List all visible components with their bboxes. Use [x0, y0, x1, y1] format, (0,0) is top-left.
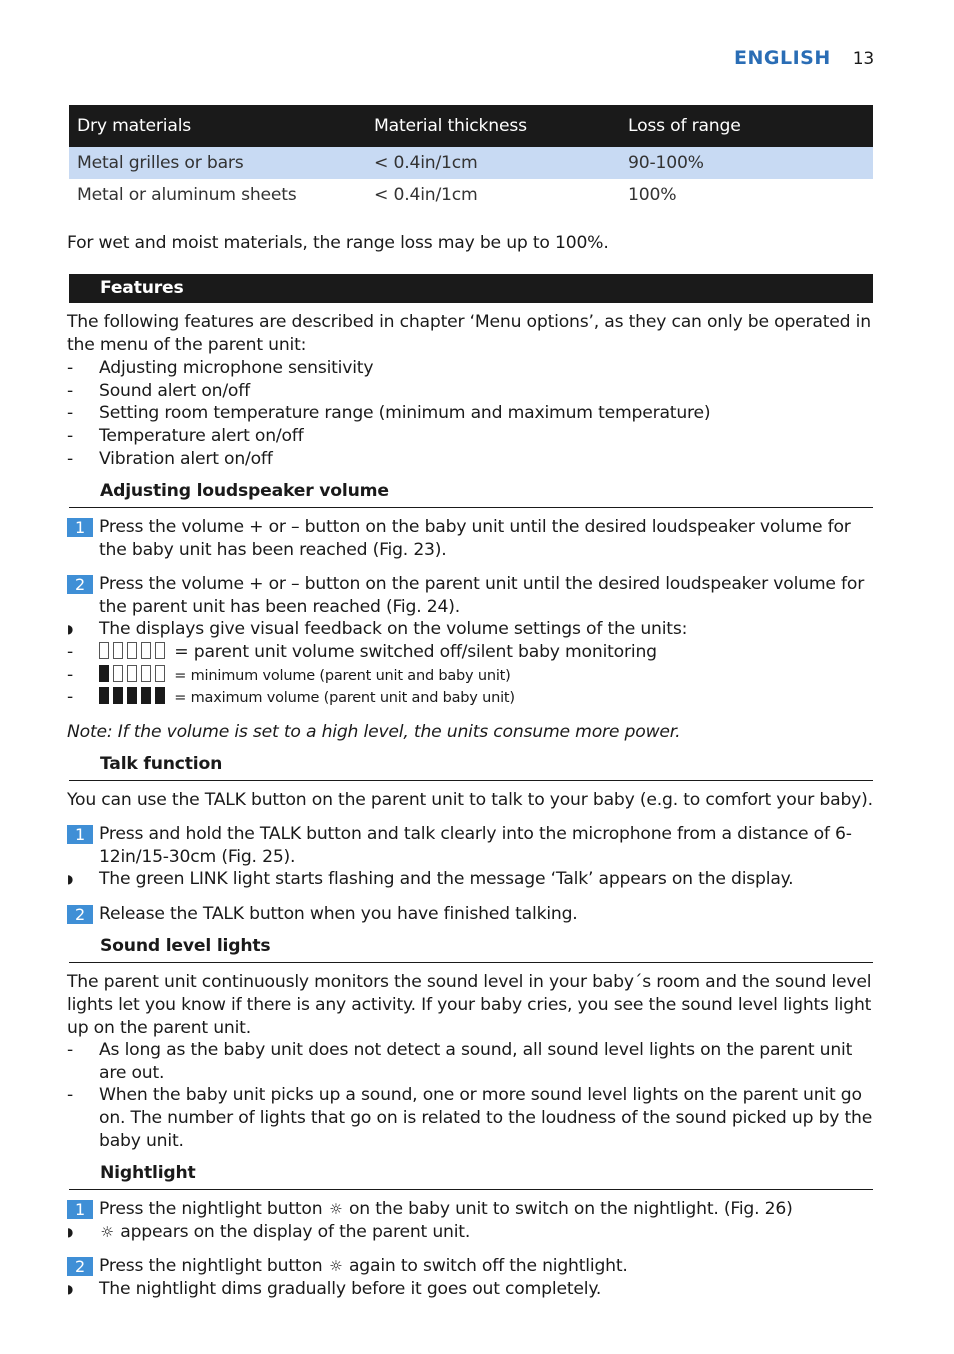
- step-text: Press the volume + or – button on the parent unit until the desired loudspeaker volume for the parent unit has been reached (Fig. 24).: [99, 574, 865, 617]
- page-number: 13: [852, 49, 874, 69]
- step-1: [67, 516, 875, 562]
- list-item: - As long as the baby unit does not detect a sound, all sound level lights on the parent unit are out.: [67, 1040, 853, 1083]
- language-label: ENGLISH: [734, 47, 831, 69]
- nightlight-sun-icon: ☼: [329, 1200, 343, 1218]
- materials-table: [69, 105, 873, 211]
- subsection-title: Nightlight: [100, 1163, 196, 1183]
- bullet-triangle-icon: ◗: [67, 622, 74, 636]
- result-bullet: [67, 1221, 875, 1244]
- volume-level-text: = maximum volume (parent unit and baby unit): [174, 690, 515, 706]
- table-header: Dry materials: [69, 105, 366, 147]
- features-heading: Features: [100, 278, 184, 298]
- wet-materials-note: For wet and moist materials, the range loss may be up to 100%.: [67, 233, 609, 253]
- step-text: Press the nightlight button: [99, 1199, 323, 1219]
- list-item: - Vibration alert on/off: [67, 449, 273, 469]
- subsection-title: Adjusting loudspeaker volume: [100, 481, 389, 501]
- volume-level-max: - = maximum volume (parent unit and baby unit): [67, 687, 515, 707]
- result-bullet: [67, 1278, 875, 1301]
- subsection-heading: [69, 1164, 873, 1190]
- result-bullet: [67, 618, 875, 641]
- talk-intro: You can use the TALK button on the parent unit to talk to your baby (e.g. to comfort your baby).: [67, 790, 873, 810]
- list-item: - Adjusting microphone sensitivity: [67, 358, 374, 378]
- subsection-heading: [69, 937, 873, 963]
- step-text: Press the volume + or – button on the baby unit until the desired loudspeaker volume for the baby unit has been reached (Fig. 23).: [99, 517, 851, 560]
- step-1: [67, 1198, 875, 1221]
- table-cell: 90-100%: [620, 147, 873, 179]
- step-2: [67, 573, 875, 619]
- list-item: - Setting room temperature range (minimum and maximum temperature): [67, 403, 711, 423]
- subsection-title: Sound level lights: [100, 936, 271, 956]
- step-text: on the baby unit to switch on the nightlight. (Fig. 26): [348, 1199, 793, 1219]
- list-item: - Sound alert on/off: [67, 381, 250, 401]
- result-text: The nightlight dims gradually before it goes out completely.: [99, 1279, 602, 1299]
- result-bullet: [67, 868, 875, 891]
- step-number: 1: [67, 825, 93, 844]
- list-item-text: Adjusting microphone sensitivity: [99, 358, 374, 378]
- step-2: [67, 1255, 875, 1278]
- result-text: appears on the display of the parent unit.: [120, 1222, 471, 1242]
- step-text: again to switch off the nightlight.: [348, 1256, 628, 1276]
- step-2: [67, 903, 875, 926]
- subsection-heading: [69, 482, 873, 508]
- table-header: Material thickness: [366, 105, 620, 147]
- step-text: Press and hold the TALK button and talk clearly into the microphone from a distance of 6-12in/15-30cm (Fig. 25).: [99, 824, 852, 867]
- sound-intro: The parent unit continuously monitors the sound level in your baby´s room and the sound level lights let you know if there is any activity. If your baby cries, you see the sound level lights light up on the parent unit.: [67, 972, 872, 1038]
- table-row: [69, 179, 873, 211]
- step-number: 2: [67, 575, 93, 594]
- list-item-text: Temperature alert on/off: [99, 426, 304, 446]
- volume-segments-icon: [99, 642, 169, 662]
- list-item-text: Setting room temperature range (minimum and maximum temperature): [99, 403, 711, 423]
- volume-note: Note: If the volume is set to a high level, the units consume more power.: [67, 722, 681, 742]
- bullet-triangle-icon: ◗: [67, 1225, 74, 1239]
- volume-level-min: - = minimum volume (parent unit and baby unit): [67, 665, 511, 685]
- step-text: Press the nightlight button: [99, 1256, 323, 1276]
- table-cell: Metal or aluminum sheets: [77, 184, 297, 205]
- step-1: [67, 823, 875, 869]
- volume-segments-icon: [99, 687, 169, 707]
- step-number: 1: [67, 1200, 93, 1219]
- list-item: - When the baby unit picks up a sound, one or more sound level lights on the parent unit go on. The number of lights that go on is related to the loudness of the sound picked up by the baby unit.: [67, 1085, 873, 1151]
- features-intro: The following features are described in chapter ‘Menu options’, as they can only be operated in the menu of the parent unit:: [67, 312, 871, 355]
- subsection-title: Talk function: [100, 754, 223, 774]
- volume-level-off: - = parent unit volume switched off/silent baby monitoring: [67, 642, 657, 662]
- list-item-text: As long as the baby unit does not detect a sound, all sound level lights on the parent unit are out.: [99, 1040, 853, 1083]
- table-header: Loss of range: [620, 105, 873, 147]
- page-header: [734, 47, 874, 71]
- table-cell: Metal grilles or bars: [69, 147, 366, 179]
- step-text: Release the TALK button when you have finished talking.: [99, 904, 578, 924]
- result-text: The displays give visual feedback on the volume settings of the units:: [99, 619, 688, 639]
- volume-segments-icon: [99, 665, 169, 685]
- list-item: - Temperature alert on/off: [67, 426, 304, 446]
- bullet-triangle-icon: ◗: [67, 872, 74, 886]
- nightlight-sun-icon: ☼: [100, 1223, 114, 1241]
- volume-level-text: = minimum volume (parent unit and baby unit): [174, 668, 511, 684]
- step-number: 1: [67, 518, 93, 537]
- list-item-text: Sound alert on/off: [99, 381, 250, 401]
- table-row: [69, 147, 873, 179]
- result-text: The green LINK light starts flashing and the message ‘Talk’ appears on the display.: [99, 869, 794, 889]
- step-number: 2: [67, 905, 93, 924]
- table-cell: < 0.4in/1cm: [374, 184, 478, 205]
- list-item-text: When the baby unit picks up a sound, one or more sound level lights on the parent unit go on. The number of lights that go on is related to the loudness of the sound picked up by the baby unit.: [99, 1085, 873, 1151]
- bullet-triangle-icon: ◗: [67, 1282, 74, 1296]
- volume-level-text: = parent unit volume switched off/silent baby monitoring: [174, 642, 657, 662]
- features-section-bar: [69, 274, 873, 303]
- list-item-text: Vibration alert on/off: [99, 449, 273, 469]
- subsection-heading: [69, 755, 873, 781]
- table-header-row: [69, 105, 873, 147]
- table-cell: < 0.4in/1cm: [366, 147, 620, 179]
- table-cell: 100%: [628, 184, 677, 205]
- nightlight-sun-icon: ☼: [329, 1257, 343, 1275]
- step-number: 2: [67, 1257, 93, 1276]
